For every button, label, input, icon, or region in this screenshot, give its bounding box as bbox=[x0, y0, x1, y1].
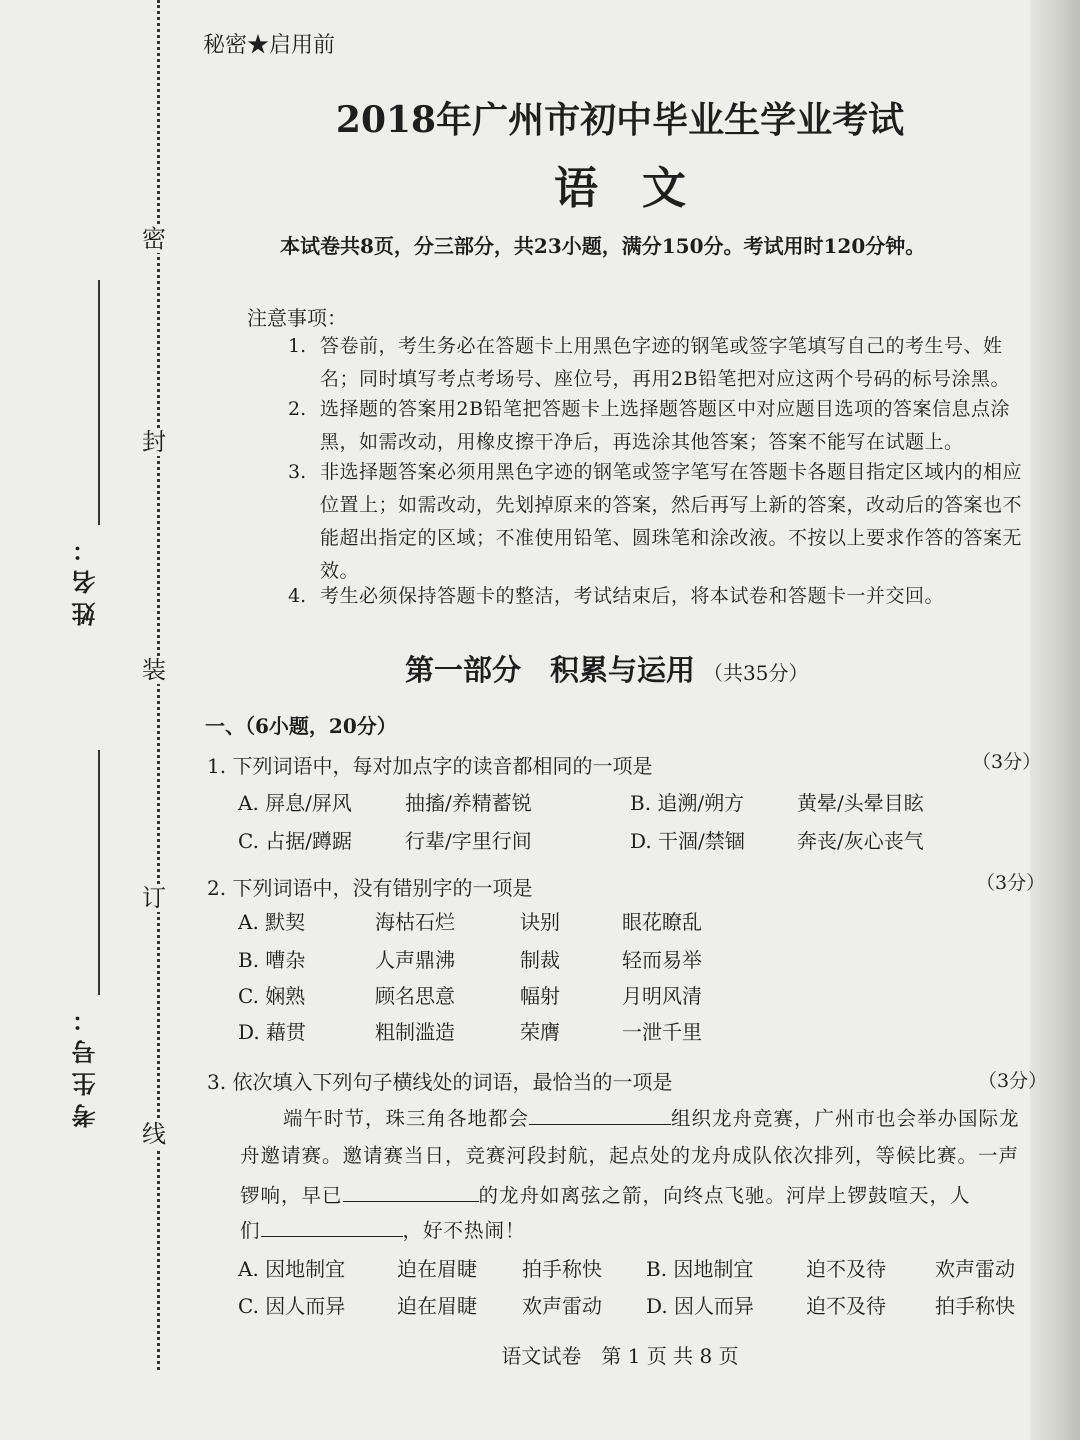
q3-passage-line: 舟邀请赛。邀请赛当日，竞赛河段封航，起点处的龙舟成队依次排列，等候比赛。一声 bbox=[240, 1144, 1020, 1167]
q2-cell: 人声鼎沸 bbox=[375, 948, 455, 972]
seal-char-mi: 密 bbox=[142, 225, 166, 253]
q1-option: C. 占据/蹲踞 bbox=[238, 829, 353, 853]
q2-cell: 海枯石烂 bbox=[375, 910, 455, 934]
q3-stem: 3. 依次填入下列句子横线处的词语，最恰当的一项是 bbox=[207, 1070, 673, 1094]
notice-num: 1. bbox=[288, 335, 307, 357]
notice-num: 3. bbox=[288, 461, 307, 483]
seal-char-feng: 封 bbox=[142, 428, 166, 456]
subject-title: 语 文 bbox=[554, 163, 686, 214]
q1-option: B. 追溯/朔方 bbox=[630, 791, 745, 815]
q2-cell: 月明风清 bbox=[622, 984, 702, 1008]
q2-cell: 诀别 bbox=[520, 910, 560, 934]
q2-cell: 幅射 bbox=[520, 984, 560, 1008]
notice-num: 4. bbox=[288, 585, 307, 607]
page-footer: 语文试卷 第 1 页 共 8 页 bbox=[501, 1344, 739, 1368]
q3-option: 迫不及待 bbox=[806, 1257, 886, 1281]
q3-text: 的龙舟如离弦之箭，向终点飞驰。河岸上锣鼓喧天，人 bbox=[478, 1184, 971, 1207]
notice-text: 选择题的答案用2B铅笔把答题卡上选择题答题区中对应题目选项的答案信息点涂黑，如需改动，用橡皮擦干净后，再选涂其他答案；答案不能写在试题上。 bbox=[320, 398, 1011, 453]
seal-char-zhuang: 装 bbox=[142, 656, 166, 684]
page-edge-shadow bbox=[1030, 0, 1080, 1440]
student-id-line[interactable] bbox=[98, 750, 100, 995]
q1-stem: 1. 下列词语中，每对加点字的读音都相同的一项是 bbox=[207, 754, 653, 778]
q3-option: 迫在眉睫 bbox=[397, 1257, 477, 1281]
seal-char-ding: 订 bbox=[142, 884, 166, 912]
q1-option: 抽搐/养精蓄锐 bbox=[405, 791, 532, 815]
seal-char-xian: 线 bbox=[142, 1120, 166, 1148]
q3-blank-1[interactable] bbox=[529, 1106, 671, 1125]
part1-title bbox=[405, 648, 808, 689]
name-line[interactable] bbox=[98, 280, 100, 525]
q3-blank-3[interactable] bbox=[261, 1218, 403, 1237]
q3-option: 欢声雷动 bbox=[522, 1294, 602, 1318]
q3-option: 拍手称快 bbox=[935, 1294, 1015, 1318]
q1-option: 黄晕/头晕目眩 bbox=[797, 791, 924, 815]
q1-option: 行辈/字里行间 bbox=[405, 829, 532, 853]
q3-passage-line bbox=[283, 1103, 1020, 1131]
q1-points: （3分） bbox=[972, 751, 1042, 773]
q2-cell: 眼花瞭乱 bbox=[622, 910, 702, 934]
q2-stem: 2. 下列词语中，没有错别字的一项是 bbox=[207, 876, 533, 900]
q3-blank-2[interactable] bbox=[343, 1183, 479, 1202]
q3-text: 端午时节，珠三角各地都会 bbox=[283, 1107, 530, 1130]
q1-option: D. 干涸/禁锢 bbox=[630, 829, 745, 853]
q3-option: 欢声雷动 bbox=[935, 1257, 1015, 1281]
q3-option: 迫不及待 bbox=[806, 1294, 886, 1318]
secret-mark: 秘密★启用前 bbox=[203, 33, 336, 58]
exam-summary: 本试卷共8页，分三部分，共23小题，满分150分。考试用时120分钟。 bbox=[280, 234, 926, 258]
q3-option: D. 因人而异 bbox=[646, 1294, 755, 1318]
exam-title: 2018年广州市初中毕业生学业考试 bbox=[335, 99, 905, 141]
q2-cell: A. 默契 bbox=[238, 910, 306, 934]
name-label: 姓名： bbox=[71, 530, 100, 626]
notice-text: 考生必须保持答题卡的整洁，考试结束后，将本试卷和答题卡一并交回。 bbox=[320, 585, 945, 607]
q2-cell: 荣膺 bbox=[520, 1020, 560, 1044]
q3-passage-line bbox=[240, 1180, 971, 1208]
student-id-label: 考生号： bbox=[71, 1000, 100, 1128]
q2-cell: 顾名思意 bbox=[375, 984, 455, 1008]
q2-cell: 一泄千里 bbox=[622, 1020, 702, 1044]
q2-cell: 轻而易举 bbox=[622, 948, 702, 972]
q2-cell: B. 嘈杂 bbox=[238, 948, 306, 972]
q3-text: 们 bbox=[240, 1219, 261, 1242]
notice-heading: 注意事项： bbox=[247, 306, 347, 330]
q2-cell: D. 藉贯 bbox=[238, 1020, 307, 1044]
q3-text: 锣响，早已 bbox=[240, 1184, 343, 1207]
notice-text: 非选择题答案必须用黑色字迹的钢笔或签字笔写在答题卡各题目指定区域内的相应位置上；如需改动，先划掉原来的答案，然后再写上新的答案，改动后的答案也不能超出指定的区域；不准使用铅笔、圆珠笔和涂改液。不按以上要求作答的答案无效。 bbox=[320, 461, 1023, 582]
q3-option: 迫在眉睫 bbox=[397, 1294, 477, 1318]
q3-points: （3分） bbox=[978, 1070, 1048, 1092]
q1-option: 奔丧/灰心丧气 bbox=[797, 829, 924, 853]
q1-option: A. 屏息/屏风 bbox=[238, 791, 352, 815]
q2-cell: 粗制滥造 bbox=[375, 1020, 455, 1044]
part1-title-text: 第一部分 积累与运用 bbox=[405, 653, 696, 687]
q3-option: 拍手称快 bbox=[522, 1257, 602, 1281]
q2-cell: C. 娴熟 bbox=[238, 984, 306, 1008]
q3-option: C. 因人而异 bbox=[238, 1294, 346, 1318]
q2-cell: 制裁 bbox=[520, 948, 560, 972]
notice-num: 2. bbox=[288, 398, 307, 420]
q3-option: A. 因地制宜 bbox=[238, 1257, 346, 1281]
q3-text: 组织龙舟竞赛，广州市也会举办国际龙 bbox=[671, 1107, 1020, 1130]
q3-passage-line bbox=[240, 1215, 526, 1243]
q2-points: （3分） bbox=[976, 872, 1046, 894]
part1-score: （共35分） bbox=[703, 661, 809, 685]
q3-option: B. 因地制宜 bbox=[646, 1257, 754, 1281]
notice-text: 答卷前，考生务必在答题卡上用黑色字迹的钢笔或签字笔填写自己的考生号、姓名；同时填写考点考场号、座位号，再用2B铅笔把对应这两个号码的标号涂黑。 bbox=[320, 335, 1011, 390]
section1-heading: 一、（6小题，20分） bbox=[205, 714, 397, 738]
q3-text: ，好不热闹！ bbox=[402, 1219, 526, 1242]
